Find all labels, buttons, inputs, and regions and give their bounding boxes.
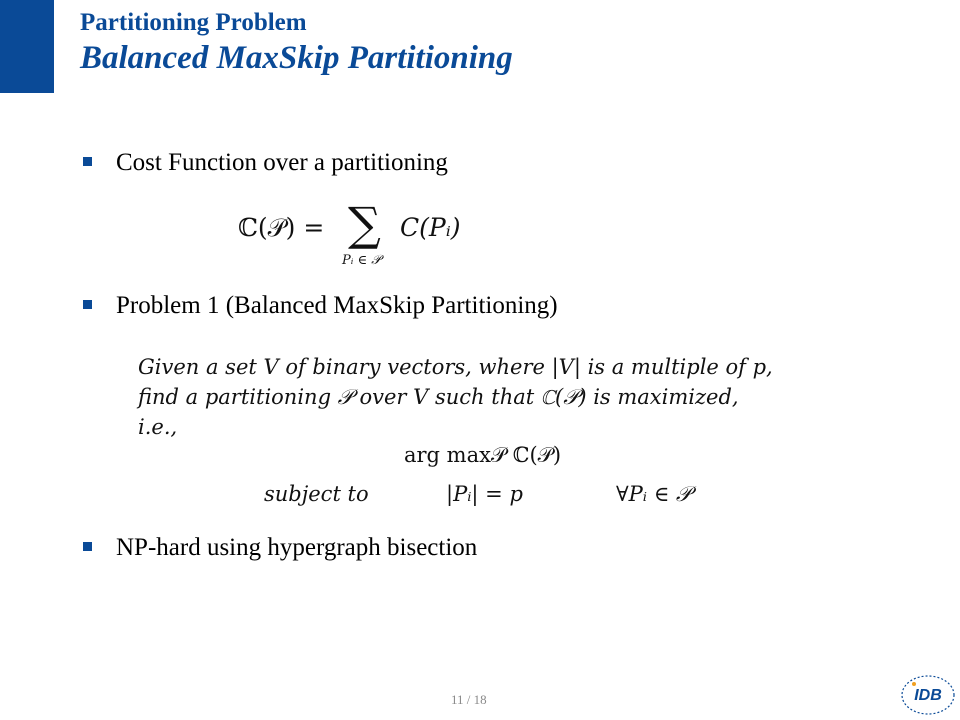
formula-lhs: ℂ(𝒫) = — [238, 213, 325, 242]
formula-rhs: C(Pᵢ) — [400, 213, 461, 242]
problem-statement — [138, 355, 838, 515]
cost-function-formula — [238, 197, 498, 275]
bullet-text: Cost Function over a partitioning — [116, 149, 448, 176]
bullet-item — [83, 148, 448, 178]
bullet-square-icon — [83, 542, 92, 551]
bullet-text: NP-hard using hypergraph bisection — [116, 534, 478, 561]
slide-title — [80, 8, 513, 78]
title-line: Partitioning Problem — [80, 9, 307, 36]
summation-subscript: Pᵢ ∈ 𝒫 — [342, 253, 381, 268]
svg-text:IDB: IDB — [914, 687, 942, 704]
subtitle-line: Balanced MaxSkip Partitioning — [80, 40, 513, 76]
argmax-expression: arg max𝒫 ℂ(𝒫) — [404, 443, 562, 467]
bullet-text: Problem 1 (Balanced MaxSkip Partitioning) — [116, 292, 558, 319]
page-number: 11 / 18 — [451, 692, 487, 707]
bullet-item — [83, 533, 477, 563]
problem-line: find a partitioning 𝒫 over V such that ℂ(𝒫) is maximized, — [138, 385, 739, 409]
bullet-square-icon — [83, 300, 92, 309]
bullet-item — [83, 291, 558, 321]
subject-to-label: subject to — [264, 482, 369, 506]
size-constraint: |Pᵢ| = p — [446, 482, 523, 506]
bullet-square-icon — [83, 157, 92, 166]
summation-symbol: ∑ — [348, 197, 381, 251]
forall-constraint: ∀Pᵢ ∈ 𝒫 — [616, 482, 692, 506]
problem-line: i.e., — [138, 415, 178, 439]
idb-logo-icon — [900, 673, 956, 717]
title-accent-bar — [0, 0, 54, 93]
problem-line: Given a set V of binary vectors, where |V| is a multiple of p, — [138, 355, 773, 379]
